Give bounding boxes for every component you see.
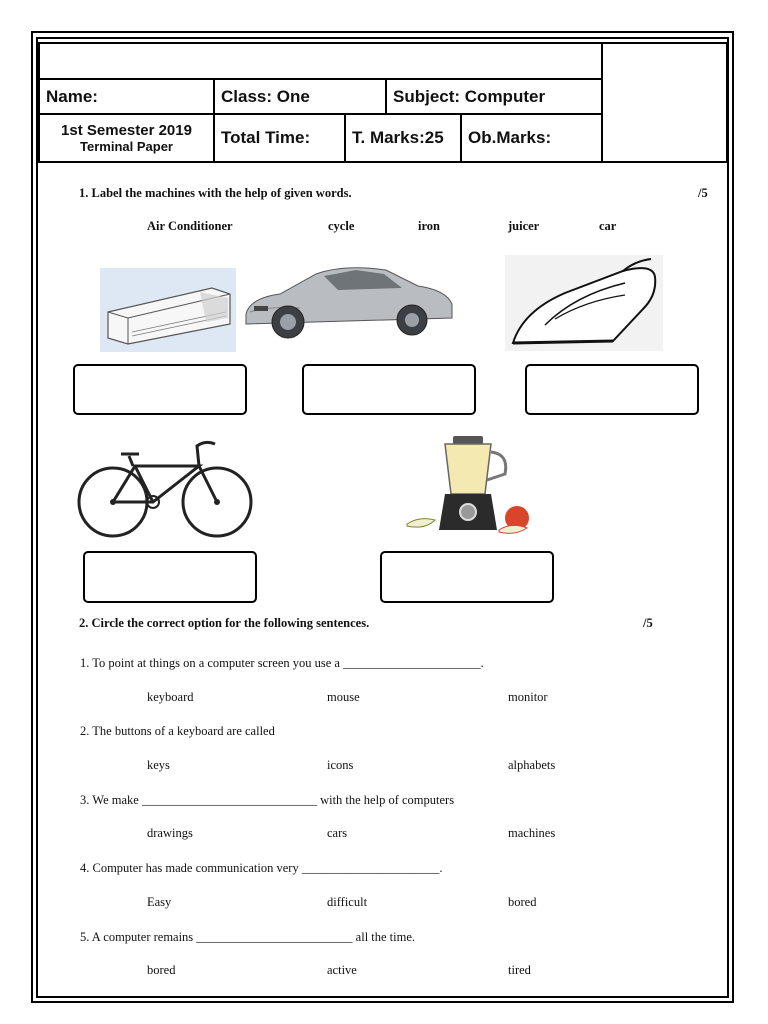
q2-item-4-option-b[interactable]: difficult — [327, 895, 368, 909]
word-iron: iron — [418, 219, 440, 233]
car-picture — [240, 262, 458, 346]
word-juicer: juicer — [508, 219, 540, 233]
q2-item-1-option-b[interactable]: mouse — [327, 690, 360, 704]
q2-item-3: 3. We make ____________________________ with the help of computers — [80, 793, 455, 807]
q1-marks: /5 — [698, 186, 708, 200]
q2-item-1: 1. To point at things on a computer screen you use a ______________________. — [80, 656, 484, 670]
answer-box-car[interactable] — [302, 364, 476, 415]
q2-item-3-option-c[interactable]: machines — [508, 826, 556, 840]
q2-item-2: 2. The buttons of a keyboard are called — [80, 724, 275, 738]
name-field: Name: — [38, 78, 215, 115]
cycle-picture — [75, 436, 257, 542]
q2-item-5-option-b[interactable]: active — [327, 963, 357, 977]
header-top-blank — [38, 42, 603, 80]
q2-item-1-option-c[interactable]: monitor — [508, 690, 548, 704]
answer-box-iron[interactable] — [525, 364, 699, 415]
header-right-box — [601, 42, 728, 163]
air-conditioner-picture — [100, 268, 236, 352]
answer-box-juicer[interactable] — [380, 551, 554, 603]
q2-item-2-option-a[interactable]: keys — [147, 758, 170, 772]
q2-item-2-option-b[interactable]: icons — [327, 758, 354, 772]
q2-item-4-option-c[interactable]: bored — [508, 895, 537, 909]
class-field: Class: One — [213, 78, 387, 115]
q2-marks: /5 — [643, 616, 653, 630]
answer-box-air-conditioner[interactable] — [73, 364, 247, 415]
total-time-field: Total Time: — [213, 113, 346, 163]
word-air-conditioner: Air Conditioner — [147, 219, 233, 233]
q1-heading: 1. Label the machines with the help of given words. — [79, 186, 352, 200]
q2-item-5: 5. A computer remains _________________________ all the time. — [80, 930, 416, 944]
subject-field: Subject: Computer — [385, 78, 603, 115]
word-car: car — [599, 219, 617, 233]
q2-item-5-option-a[interactable]: bored — [147, 963, 176, 977]
q2-item-4: 4. Computer has made communication very ______________________. — [80, 861, 443, 875]
word-cycle: cycle — [328, 219, 355, 233]
ob-marks-field: Ob.Marks: — [460, 113, 603, 163]
q2-heading: 2. Circle the correct option for the following sentences. — [79, 616, 370, 630]
answer-box-cycle[interactable] — [83, 551, 257, 603]
q2-item-4-option-a[interactable]: Easy — [147, 895, 172, 909]
q2-item-2-option-c[interactable]: alphabets — [508, 758, 556, 772]
total-marks-field: T. Marks:25 — [344, 113, 462, 163]
juicer-picture — [405, 432, 535, 542]
q2-item-5-option-c[interactable]: tired — [508, 963, 531, 977]
iron-picture — [505, 255, 663, 351]
semester-cell: 1st Semester 2019 Terminal Paper — [38, 113, 215, 163]
q2-item-1-option-a[interactable]: keyboard — [147, 690, 194, 704]
q2-item-3-option-b[interactable]: cars — [327, 826, 348, 840]
q2-item-3-option-a[interactable]: drawings — [147, 826, 193, 840]
